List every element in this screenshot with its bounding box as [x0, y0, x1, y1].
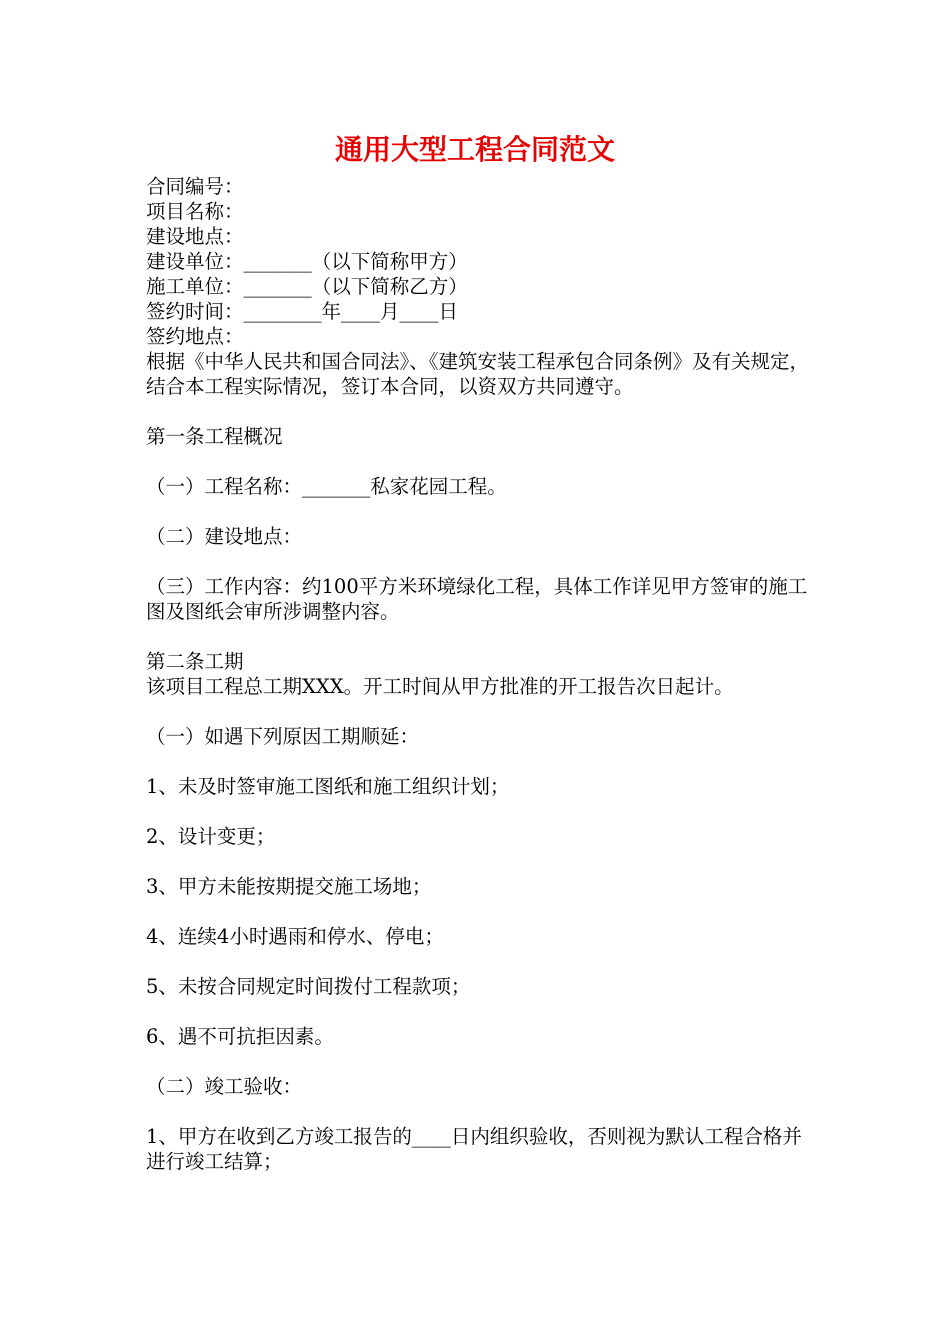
- article2-heading: 第二条工期: [146, 650, 244, 673]
- field-party-b: 施工单位：_______（以下简称乙方）: [146, 275, 468, 298]
- acceptance-item: 1、甲方在收到乙方竣工报告的____日内组织验收，否则视为默认工程合格并进行竣工结算；: [146, 1125, 802, 1173]
- field-project-name: 项目名称：: [146, 200, 244, 223]
- article2-intro: 该项目工程总工期XXX。开工时间从甲方批准的开工报告次日起计。: [146, 675, 734, 698]
- article1-heading: 第一条工程概况: [146, 425, 283, 448]
- field-party-a: 建设单位：_______（以下简称甲方）: [146, 250, 468, 273]
- article1-item-project-name: （一）工程名称：_______私家花园工程。: [146, 475, 507, 498]
- delay-reason-item: 3、甲方未能按期提交施工场地；: [146, 875, 432, 898]
- article2-delay-heading: （一）如遇下列原因工期顺延：: [146, 725, 420, 748]
- document-body: [146, 174, 816, 1174]
- field-signing-time: 签约时间：________年____月____日: [146, 300, 459, 323]
- field-construction-site: 建设地点：: [146, 225, 244, 248]
- delay-reason-item: 2、设计变更；: [146, 825, 276, 848]
- delay-reason-item: 6、遇不可抗拒因素。: [146, 1025, 334, 1048]
- preamble-paragraph: 根据《中华人民共和国合同法》、《建筑安装工程承包合同条例》及有关规定，结合本工程实际情况，签订本合同，以资双方共同遵守。: [146, 350, 810, 398]
- delay-reason-item: 5、未按合同规定时间拨付工程款项；: [146, 975, 471, 998]
- field-contract-number: 合同编号：: [146, 175, 244, 198]
- delay-reason-item: 4、连续4小时遇雨和停水、停电；: [146, 925, 444, 948]
- acceptance-heading: （二）竣工验收：: [146, 1075, 303, 1098]
- field-signing-place: 签约地点：: [146, 325, 244, 348]
- article1-item-site: （二）建设地点：: [146, 525, 303, 548]
- article1-item-scope: （三）工作内容：约100平方米环境绿化工程，具体工作详见甲方签审的施工图及图纸会审所涉调整内容。: [146, 575, 808, 623]
- delay-reason-item: 1、未及时签审施工图纸和施工组织计划；: [146, 775, 510, 798]
- document-title: 通用大型工程合同范文: [334, 133, 615, 166]
